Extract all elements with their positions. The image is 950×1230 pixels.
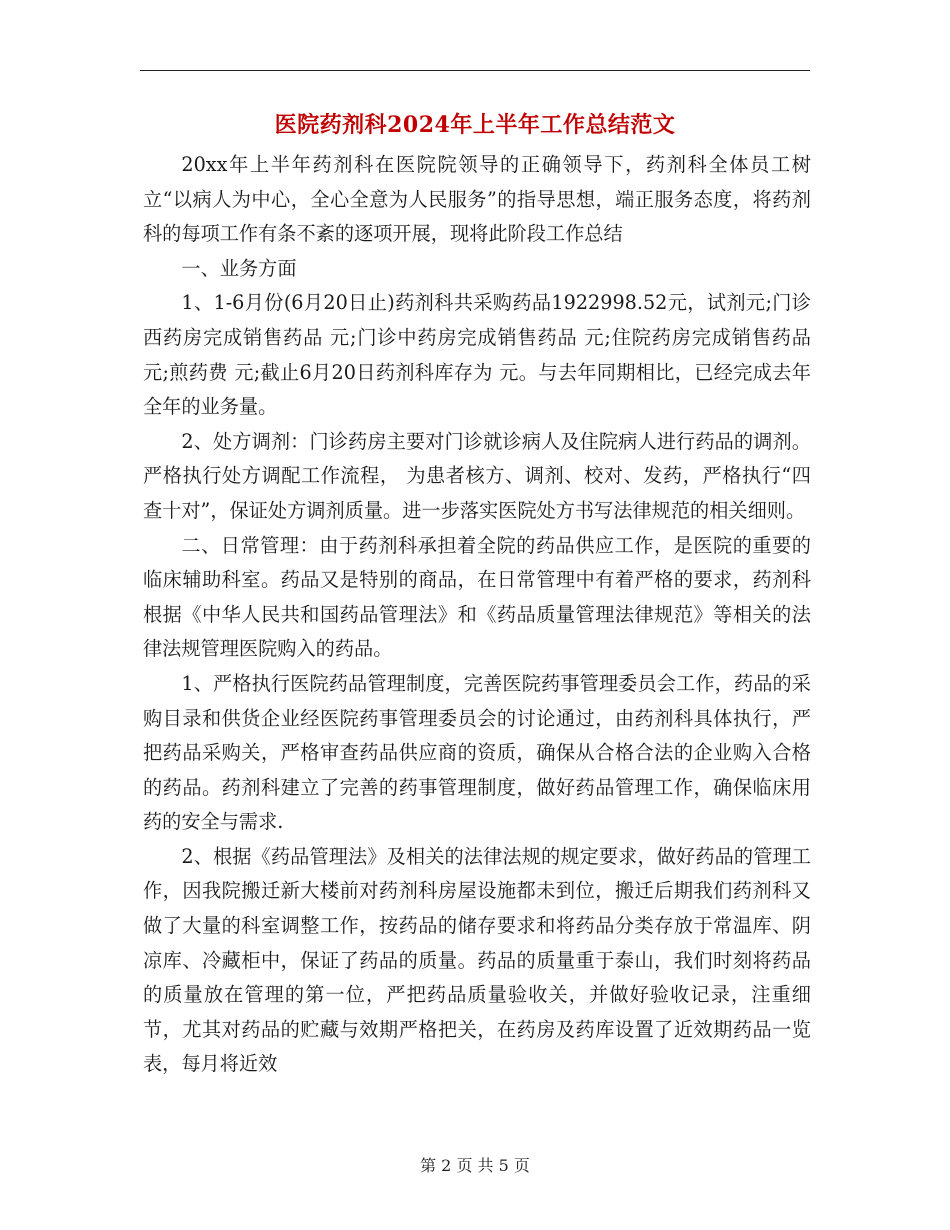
paragraph-intro: 20xx年上半年药剂科在医院院领导的正确领导下，药剂科全体员工树立“以病人为中心，全心全意为人民服务”的指导思想，端正服务态度，将药剂科的每项工作有条不紊的逐项开展，现将此阶段工作总结 [143,153,811,246]
paragraph-management-1: 1、严格执行医院药品管理制度，完善医院药事管理委员会工作，药品的采购目录和供货企业经医院药事管理委员会的讨论通过，由药剂科具体执行，严把药品采购关，严格审查药品供应商的资质，确保从合格合法的企业购入合格的药品。药剂科建立了完善的药事管理制度，做好药品管理工作，确保临床用药的安全与需求. [143,671,811,834]
section-heading-business: 一、业务方面 [181,256,297,280]
paragraph-daily-management: 二、日常管理：由于药剂科承担着全院的药品供应工作，是医院的重要的临床辅助科室。药品又是特别的商品，在日常管理中有着严格的要求，药剂科根据《中华人民共和国药品管理法》和《药品质量管理法律规范》等相关的法律法规管理医院购入的药品。 [143,533,811,661]
header-rule [140,70,810,71]
page-footer: 第 2 页 共 5 页 [420,1156,530,1175]
paragraph-management-2: 2、根据《药品管理法》及相关的法律法规的规定要求，做好药品的管理工作，因我院搬迁新大楼前对药剂科房屋设施都未到位，搬迁后期我们药剂科又做了大量的科室调整工作，按药品的储存要求和将药品分类存放于常温库、阴凉库、冷藏柜中，保证了药品的质量。药品的质量重于泰山，我们时刻将药品的质量放在管理的第一位，严把药品质量验收关，并做好验收记录，注重细节，尤其对药品的贮藏与效期严格把关，在药房及药库设置了近效期药品一览表，每月将近效 [143,844,811,1076]
paragraph-business-2: 2、处方调剂：门诊药房主要对门诊就诊病人及住院病人进行药品的调剂。严格执行处方调配工作流程， 为患者核方、调剂、校对、发药，严格执行“四查十对”，保证处方调剂质量。进一步落实医院处方书写法律规范的相关细则。 [143,429,811,522]
paragraph-business-1: 1、1-6月份(6月20日止)药剂科共采购药品1922998.52元，试剂元;门诊西药房完成销售药品 元;门诊中药房完成销售药品 元;住院药房完成销售药品 元;煎药费 元;截止6月20日药剂科库存为 元。与去年同期相比，已经完成去年全年的业务量。 [143,291,811,419]
document-body [143,148,811,1082]
document-title: 医院药剂科2024年上半年工作总结范文 [274,112,676,138]
